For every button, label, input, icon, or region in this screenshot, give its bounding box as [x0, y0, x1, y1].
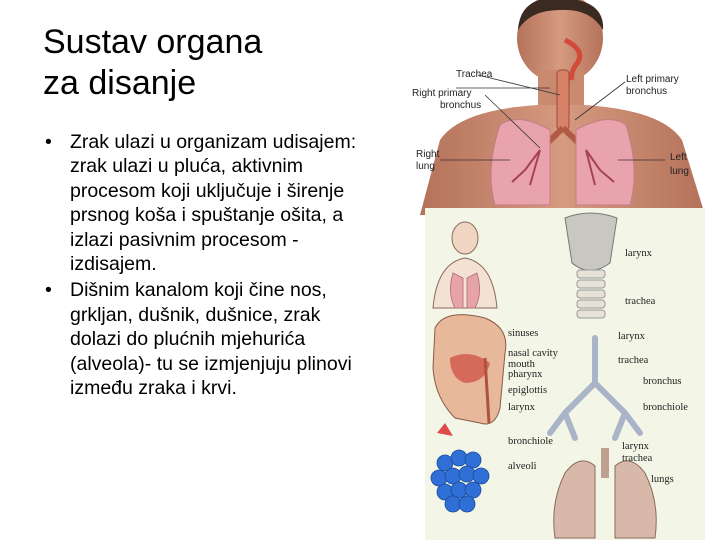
title-line-2: za disanje: [43, 64, 197, 102]
label-larynx-2: larynx: [508, 402, 535, 413]
bullet-dot: •: [45, 131, 52, 153]
respiratory-system-figure: [425, 208, 705, 540]
label-lung-right: lung: [416, 161, 435, 172]
bullet-text: Dišnim kanalom koji čine nos, grkljan, dušnik, dušnice, zrak dolazi do plućnih mjehurića (alveola)- tu se izmjenjuju plinovi između zraka i krvi.: [70, 279, 352, 400]
label-left-primary: Left primary: [626, 74, 679, 85]
label-trachea-2: trachea: [618, 355, 649, 366]
label-alveoli: alveoli: [508, 461, 537, 472]
label-larynx-4: larynx: [622, 441, 649, 452]
label-larynx-3: larynx: [618, 331, 645, 342]
label-bronchus-right: bronchus: [440, 100, 482, 111]
label-sinuses: sinuses: [508, 328, 539, 339]
torso-lungs-figure: [400, 0, 720, 215]
label-nasal-cavity: nasal cavity: [508, 348, 558, 359]
label-mouth: mouth: [508, 359, 535, 370]
label-bronchiole-2: bronchiole: [643, 402, 688, 413]
label-trachea-3: trachea: [622, 453, 653, 464]
label-lung-left: lung: [670, 166, 689, 177]
bullet-text: Zrak ulazi u organizam udisajem: zrak ulazi u pluća, aktivnim procesom koji uključuje i širenje prsnog koša i spuštanje ošita, a izlazi pasivnim procesom - izdisajem.: [70, 131, 357, 276]
title-line-1: Sustav organa: [43, 23, 263, 61]
label-larynx-1: larynx: [625, 248, 652, 259]
label-bronchus-left: bronchus: [626, 86, 668, 97]
label-right: Right: [416, 149, 440, 160]
bullet-dot: •: [45, 279, 52, 302]
bullet-item: [43, 278, 373, 400]
label-right-primary: Right primary: [412, 88, 472, 99]
slide-title: [43, 22, 383, 104]
label-left: Left: [670, 152, 687, 163]
label-lungs: lungs: [651, 474, 674, 485]
label-epiglottis: epiglottis: [508, 385, 548, 396]
respiratory-system-illustration: [425, 208, 705, 540]
label-pharynx: pharynx: [508, 369, 543, 380]
label-trachea: Trachea: [456, 69, 493, 80]
bullet-list: [43, 130, 373, 402]
label-bronchus: bronchus: [643, 376, 682, 387]
label-trachea-1: trachea: [625, 296, 656, 307]
label-bronchiole: bronchiole: [508, 436, 553, 447]
bullet-item: [43, 130, 373, 276]
